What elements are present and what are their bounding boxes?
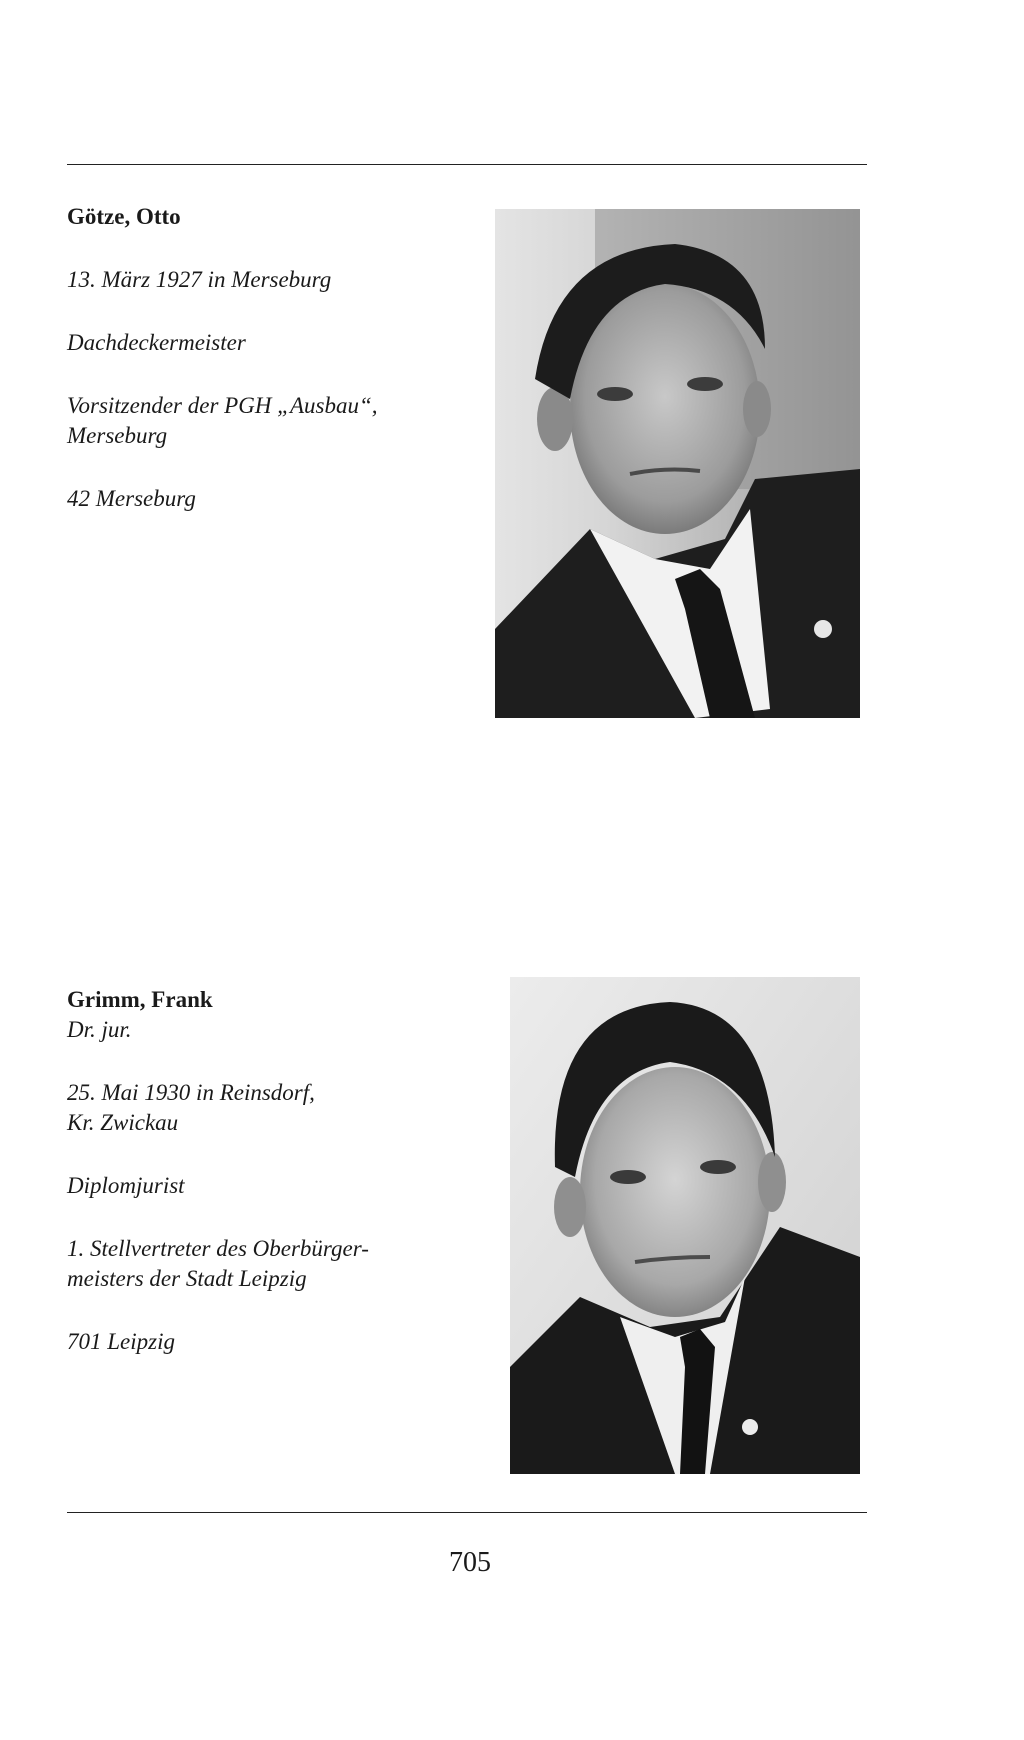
entry-profession: Diplomjurist bbox=[67, 1173, 185, 1198]
entry-birth: 13. März 1927 in Merseburg bbox=[67, 267, 332, 292]
entry-goetze bbox=[67, 202, 467, 514]
portrait-photo-goetze bbox=[495, 209, 860, 718]
entry-address: 701 Leipzig bbox=[67, 1329, 175, 1354]
entry-name: Grimm, Frank bbox=[67, 987, 213, 1012]
portrait-photo-grimm bbox=[510, 977, 860, 1474]
entry-birth-line1: 25. Mai 1930 in Reinsdorf, bbox=[67, 1080, 315, 1105]
entry-profession: Dachdeckermeister bbox=[67, 330, 246, 355]
entry-birth-line2: Kr. Zwickau bbox=[67, 1110, 179, 1135]
entry-position-line2: Merseburg bbox=[67, 423, 168, 448]
entry-position-line2: meisters der Stadt Leipzig bbox=[67, 1266, 307, 1291]
page-number: 705 bbox=[449, 1547, 491, 1578]
bottom-rule bbox=[67, 1512, 867, 1513]
entry-title: Dr. jur. bbox=[67, 1017, 132, 1042]
entry-grimm bbox=[67, 985, 467, 1357]
entry-name: Götze, Otto bbox=[67, 204, 181, 229]
entry-position-line1: Vorsitzender der PGH „Ausbau“, bbox=[67, 393, 378, 418]
entry-position-line1: 1. Stellvertreter des Oberbürger- bbox=[67, 1236, 369, 1261]
top-rule bbox=[67, 164, 867, 165]
entry-address: 42 Merseburg bbox=[67, 486, 196, 511]
